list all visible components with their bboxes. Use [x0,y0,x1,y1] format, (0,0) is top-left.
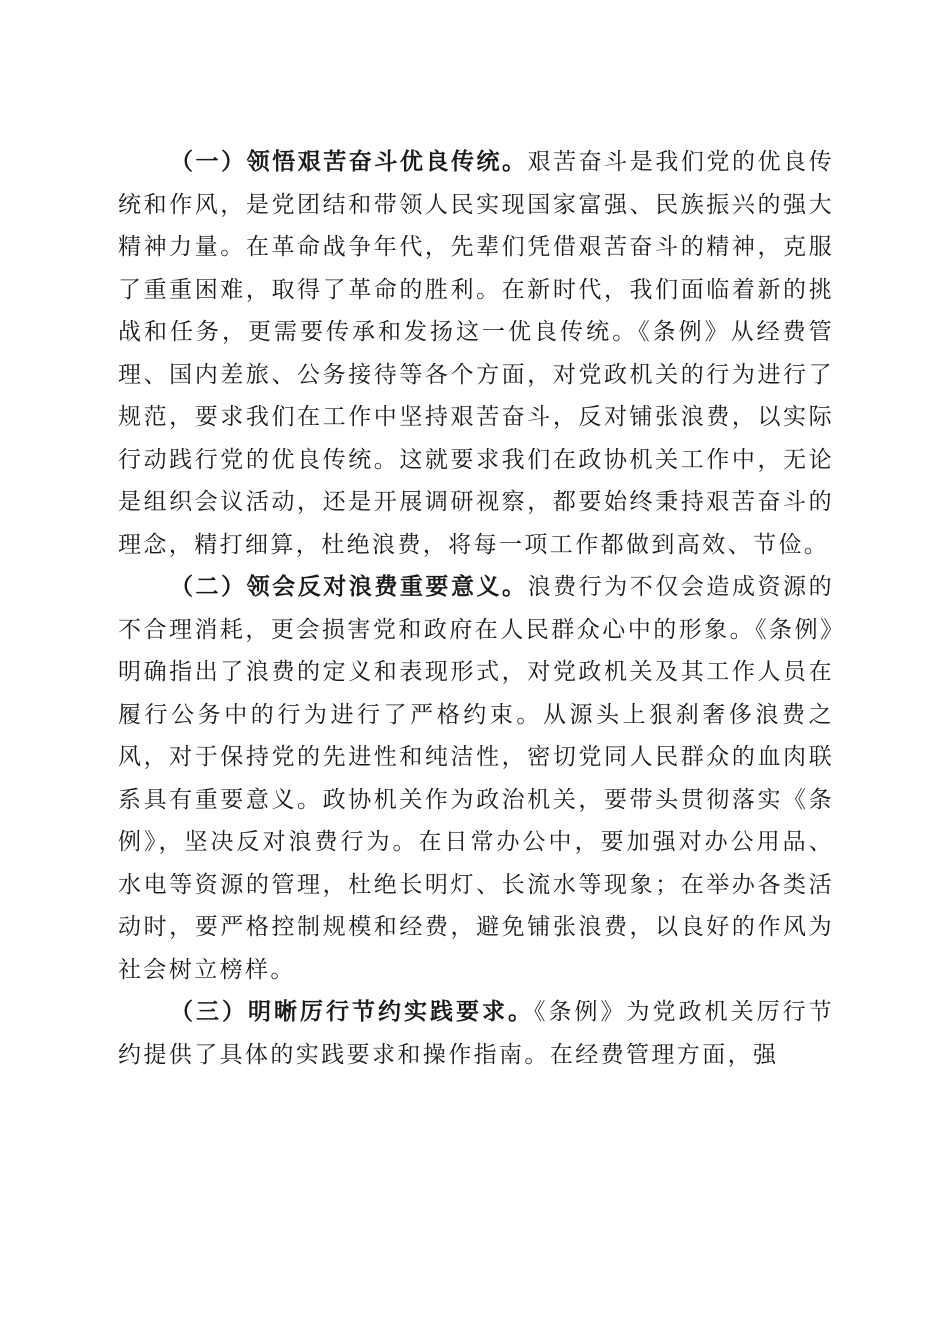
paragraph-3-text: 《条例》为党政机关厉行节约提供了具体的实践要求和操作指南。在经费管理方面，强 [118,999,834,1068]
paragraph-3-heading: （三）明晰厉行节约实践要求。 [170,998,535,1025]
paragraph-2-text: 浪费行为不仅会造成资源的不合理消耗，更会损害党和政府在人民群众心中的形象。《条例》明确指出了浪费的定义和表现形式，对党政机关及其工作人员在履行公务中的行为进行了严格约束。从源头上狠刹奢侈浪费之风，对于保持党的先进性和纯洁性，密切党同人民群众的血肉联系具有重要意义。政协机关作为政治机关，要带头贯彻落实《条例》，坚决反对浪费行为。在日常办公中，要加强对办公用品、水电等资源的管理，杜绝长明灯、长流水等现象；在举办各类活动时，要严格控制规模和经费，避免铺张浪费，以良好的作风为社会树立榜样。 [118,574,834,983]
paragraph-3 [118,991,834,1076]
paragraph-1-heading: （一）领悟艰苦奋斗优良传统。 [170,148,528,175]
document-body [118,141,834,1076]
paragraph-1-text: 艰苦奋斗是我们党的优良传统和作风，是党团结和带领人民实现国家富强、民族振兴的强大精神力量。在革命战争年代，先辈们凭借艰苦奋斗的精神，克服了重重困难，取得了革命的胜利。在新时代，我们面临着新的挑战和任务，更需要传承和发扬这一优良传统。《条例》从经费管理、国内差旅、公务接待等各个方面，对党政机关的行为进行了规范，要求我们在工作中坚持艰苦奋斗，反对铺张浪费，以实际行动践行党的优良传统。这就要求我们在政协机关工作中，无论是组织会议活动，还是开展调研视察，都要始终秉持艰苦奋斗的理念，精打细算，杜绝浪费，将每一项工作都做到高效、节俭。 [118,149,834,558]
paragraph-2-heading: （二）领会反对浪费重要意义。 [170,573,528,600]
paragraph-2 [118,566,834,991]
paragraph-1 [118,141,834,566]
